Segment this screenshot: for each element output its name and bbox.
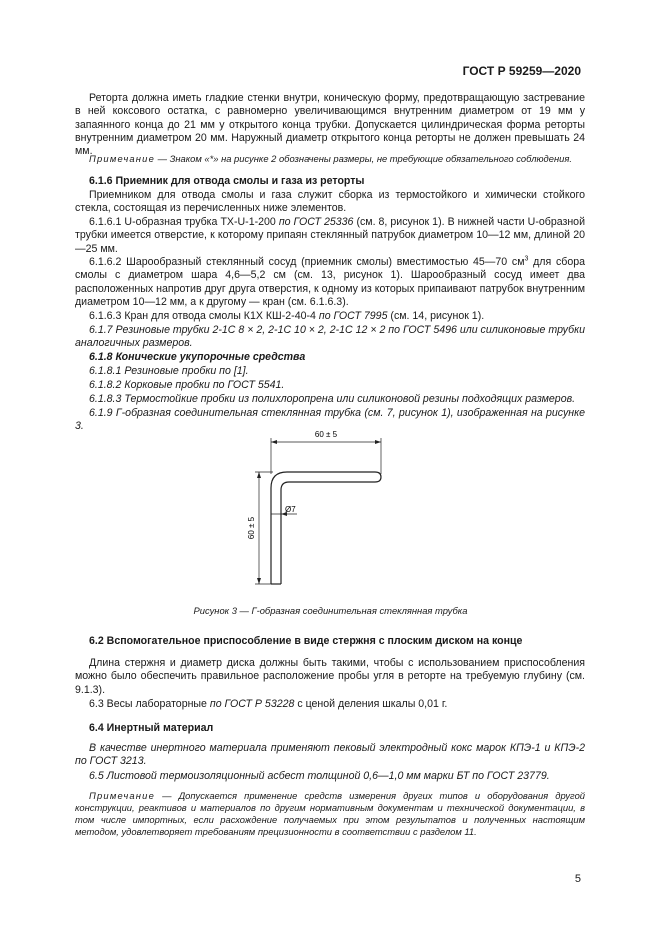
section-6-1-6-1: [75, 216, 585, 256]
standard-header: ГОСТ Р 59259—2020: [462, 64, 581, 78]
p2-sup: 3: [524, 255, 529, 263]
section-6-4-heading: 6.4 Инертный материал: [89, 722, 214, 734]
bottom-note-label: Примечание: [89, 790, 155, 801]
section-6-1-8-3: 6.1.8.3 Термостойкие пробки из полихлоропрена или силиконовой резины подходящих размеров.: [89, 393, 576, 405]
s63-ref: по ГОСТ Р 53228: [209, 698, 295, 710]
s63-a: 6.3 Весы лабораторные: [89, 698, 210, 710]
section-6-1-6-3: [75, 310, 585, 323]
bottom-note: [75, 790, 585, 838]
p3-ref: по ГОСТ 7995: [318, 310, 388, 322]
arrow-top: [257, 472, 261, 478]
tube-inner-wall: [281, 482, 375, 584]
section-6-1-7: 6.1.7 Резиновые трубки 2-1С 8 × 2, 2-1С 10 × 2, 2-1С 12 × 2 по ГОСТ 5496 или силиконовые трубки аналогичных размеров.: [75, 324, 585, 350]
section-6-1-8-1: 6.1.8.1 Резиновые пробки по [1].: [89, 365, 249, 377]
arrow-bottom: [257, 578, 261, 584]
section-6-2-heading: 6.2 Вспомогательное приспособление в виде стержня с плоским диском на конце: [89, 635, 523, 647]
figure-3-tube-drawing: [235, 416, 395, 596]
section-6-1-8-2: 6.1.8.2 Корковые пробки по ГОСТ 5541.: [89, 379, 285, 391]
s63-b: с ценой деления шкалы 0,01 г.: [294, 698, 448, 710]
figure-3-caption: Рисунок 3 — Г-образная соединительная стеклянная трубка: [193, 605, 468, 616]
section-6-1-8-heading: 6.1.8 Конические укупорочные средства: [89, 351, 306, 363]
p2-b: для сбора смолы с диаметром шара 4,6—5,2 см (см. 13, рисунок 1). Шарообразный сосуд имеет два расположенных напротив друг друга отверстия, к одному из которых припаивают патрубок внутренним диаметром 10—12 мм, а к другому — кран (см. 6.1.6.3).: [75, 256, 585, 308]
dim-horizontal-label: 60 ± 5: [314, 430, 338, 439]
section-6-1-6-intro: Приемником для отвода смолы и газа служит сборка из термостойкого и химически стойкого стекла, состоящая из перечисленных ниже элементов.: [75, 189, 585, 215]
p3-a: 6.1.6.3 Кран для отвода смолы К1Х КШ-2-40-4: [89, 310, 319, 322]
page-number: 5: [574, 873, 581, 885]
p1-ref: по ГОСТ 25336: [278, 216, 354, 228]
retort-paragraph: Реторта должна иметь гладкие стенки внутри, коническую форму, предотвращающую застревание в ней коксового остатка, с равномерно увеличивающимся внутренним диаметром от 19 мм у запаянного конца до 21 мм у открытого конца трубки. Допускается цилиндрическая форма реторты внутренним диаметром 20 мм. Наружный диаметр открытого конца реторты не должен превышать 24 мм.: [75, 92, 585, 158]
section-6-2-text: Длина стержня и диаметр диска должны быть такими, чтобы с использованием приспособления можно было обеспечить правильное расположение пробы угля в реторте на требуемую глубину (см. 9.1.3).: [75, 657, 585, 696]
note-text: — Знаком «*» на рисунке 2 обозначены размеры, не требующие обязательного соблюдения.: [155, 153, 572, 164]
bottom-note-text: — Допускается применение средств измерения других типов и оборудования другой конструкции, реактивов и материалов по другим нормативным документам и технической документации, в том числе импортных, если расхождение получаемых при этом результатов и полученных настоящим методом, удовлетворяет требованиям прецизионности в соответствии с разделом 11.: [75, 790, 585, 837]
note-figure-2: [75, 153, 585, 165]
section-6-3: [75, 698, 585, 711]
section-6-1-6-2: [75, 256, 585, 309]
tube-outer-wall: [271, 472, 375, 584]
note-label: Примечание: [89, 153, 155, 164]
dim-vertical-label: 60 ± 5: [247, 516, 256, 540]
p1-b: (см. 8, рисунок 1). В нижней части U-образной трубки имеется отверстие, к которому припаян стеклянный патрубок диаметром 10—12 мм, длиной 20—25 мм.: [75, 216, 585, 255]
arrow-left: [271, 440, 277, 444]
arrow-right: [375, 440, 381, 444]
section-6-5: 6.5 Листовой термоизоляционный асбест толщиной 0,6—1,0 мм марки БТ по ГОСТ 23779.: [89, 770, 550, 782]
tube-rounded-end: [375, 472, 381, 482]
p3-b: (см. 14, рисунок 1).: [387, 310, 485, 322]
section-6-4-text: В качестве инертного материала применяют пековый электродный кокс марок КПЭ-1 и КПЭ-2 по ГОСТ 3213.: [75, 742, 585, 768]
section-6-1-6-heading: 6.1.6 Приемник для отвода смолы и газа из реторты: [89, 175, 365, 187]
p2-a: 6.1.6.2 Шарообразный стеклянный сосуд (приемник смолы) вместимостью 45—70 см: [89, 256, 525, 268]
section-6-1-9: 6.1.9 Г-образная соединительная стеклянная трубка (см. 7, рисунок 1), изображенная на рисунке 3.: [75, 407, 585, 433]
p1-a: 6.1.6.1 U-образная трубка ТХ-U-1-200: [89, 216, 279, 228]
dim-diameter-label: Ø7: [285, 505, 296, 514]
